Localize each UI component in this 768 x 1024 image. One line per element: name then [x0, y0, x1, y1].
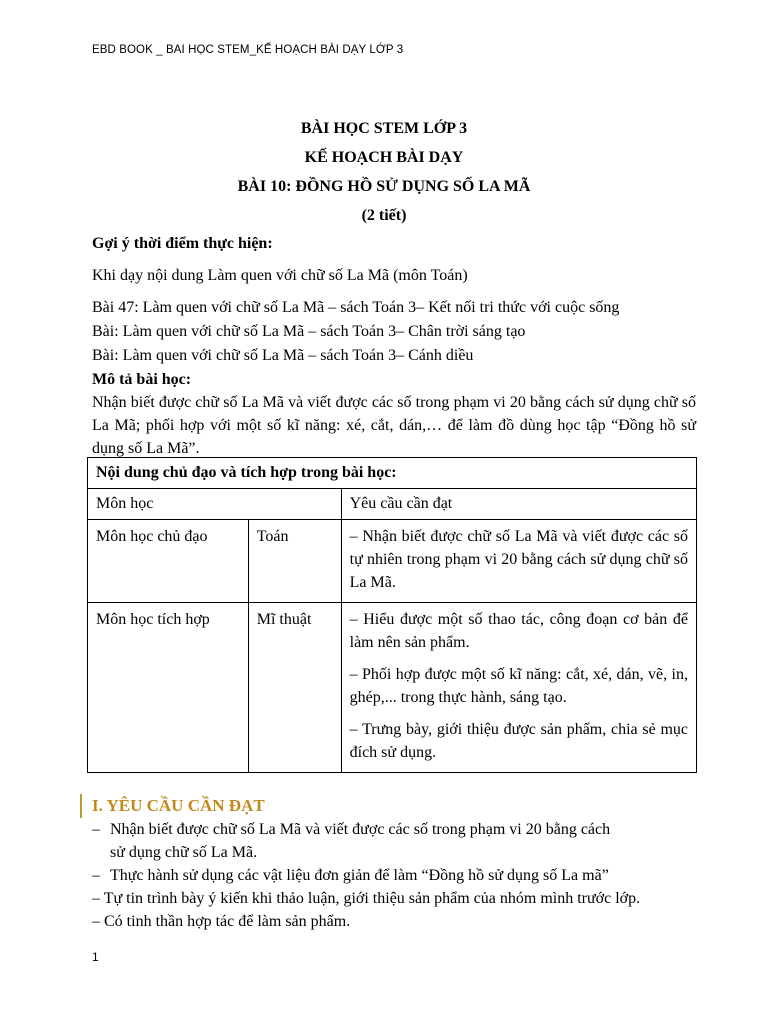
timing-lesson-3: Bài: Làm quen với chữ số La Mã – sách Toán 3– Cánh diều	[92, 347, 474, 364]
page-number: 1	[92, 950, 99, 964]
list-item: – Tự tin trình bày ý kiến khi thảo luận, giới thiệu sản phẩm của nhóm mình trước lớp.	[92, 890, 641, 907]
column-header-requirement: Yêu cầu cần đạt	[341, 489, 696, 520]
subject-integration-table	[87, 457, 697, 773]
list-item	[92, 818, 696, 841]
requirement-item: – Nhận biết được chữ số La Mã và viết được các số tự nhiên trong phạm vi 20 bằng cách sử dụng chữ số La Mã.	[349, 528, 688, 591]
title-line-grade: BÀI HỌC STEM LỚP 3	[300, 120, 468, 137]
row-subject: Mĩ thuật	[248, 603, 341, 773]
title-line-plan: KẾ HOẠCH BÀI DẠY	[304, 149, 464, 166]
list-item-continuation: sử dụng chữ số La Mã.	[110, 844, 258, 861]
timing-lesson-1: Bài 47: Làm quen với chữ số La Mã – sách Toán 3– Kết nối tri thức với cuộc sống	[92, 299, 620, 316]
table-row	[88, 603, 697, 773]
row-subject: Toán	[248, 520, 341, 603]
title-line-duration: (2 tiết)	[361, 207, 407, 224]
row-requirements	[341, 520, 696, 603]
requirement-item: – Hiểu được một số thao tác, công đoạn cơ bản để làm nên sản phẩm.	[349, 611, 688, 651]
title-line-lesson: BÀI 10: ĐỒNG HỒ SỬ DỤNG SỐ LA MÃ	[237, 178, 531, 195]
description-heading: Mô tả bài học:	[92, 371, 192, 388]
timing-heading: Gợi ý thời điểm thực hiện:	[92, 235, 273, 252]
table-row	[88, 520, 697, 603]
lesson-title-block	[0, 114, 768, 230]
row-requirements	[341, 603, 696, 773]
list-item-text: Thực hành sử dụng các vật liệu đơn giản để làm “Đồng hồ sử dụng số La mã”	[110, 867, 609, 884]
requirement-item: – Phối hợp được một số kĩ năng: cắt, xé, dán, vẽ, in, ghép,... trong thực hành, sáng tạo.	[349, 666, 688, 706]
list-item-text: Nhận biết được chữ số La Mã và viết được các số trong phạm vi 20 bằng cách	[110, 821, 611, 838]
timing-intro: Khi dạy nội dung Làm quen với chữ số La Mã (môn Toán)	[92, 267, 468, 284]
requirements-list	[92, 818, 696, 933]
row-role: Môn học chủ đạo	[88, 520, 249, 603]
table-column-header-row	[88, 489, 697, 520]
table-heading: Nội dung chủ đạo và tích hợp trong bài học:	[88, 458, 697, 489]
table-heading-row	[88, 458, 697, 489]
list-item	[92, 864, 696, 887]
list-item: – Có tinh thần hợp tác để làm sản phẩm.	[92, 913, 351, 930]
column-header-subject: Môn học	[88, 489, 342, 520]
page-header: EBD BOOK _ BAI HỌC STEM_KẾ HOẠCH BÀI DẠY LỚP 3	[92, 44, 404, 56]
timing-lesson-2: Bài: Làm quen với chữ số La Mã – sách Toán 3– Chân trời sáng tạo	[92, 323, 526, 340]
list-dash: –	[92, 821, 100, 838]
section-title-requirements: I. YÊU CẦU CẦN ĐẠT	[80, 794, 265, 818]
row-role: Môn học tích hợp	[88, 603, 249, 773]
intro-content	[92, 232, 696, 460]
list-dash: –	[92, 867, 100, 884]
description-text: Nhận biết được chữ số La Mã và viết được các số trong phạm vi 20 bằng cách sử dụng chữ số La Mã; phối hợp với một số kĩ năng: xé, cắt, dán,… để làm đồ dùng học tập “Đồng hồ sử dụng số La Mã”.	[92, 394, 696, 457]
requirement-item: – Trưng bày, giới thiệu được sản phẩm, chia sẻ mục đích sử dụng.	[349, 721, 688, 761]
